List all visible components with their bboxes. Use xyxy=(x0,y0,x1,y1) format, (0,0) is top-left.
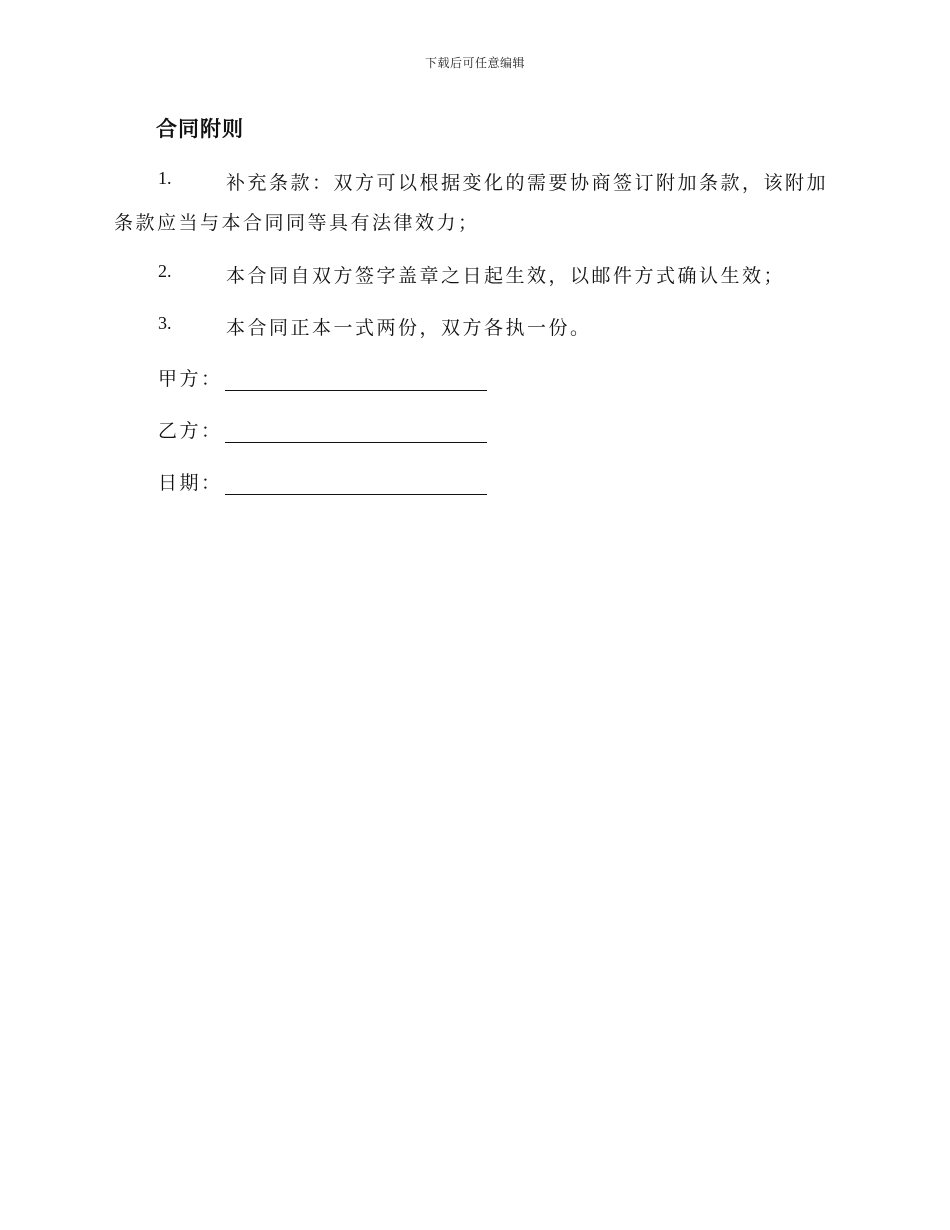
section-title: 合同附则 xyxy=(156,116,244,141)
page-header-note: 下载后可任意编辑 xyxy=(424,56,525,70)
party-b-signature-line[interactable] xyxy=(225,422,487,443)
clause-number: 1. xyxy=(158,168,172,188)
date-line[interactable] xyxy=(225,474,487,495)
clause-text: 补充条款：双方可以根据变化的需要协商签订附加条款，该附加 xyxy=(226,172,829,194)
clause-text: 本合同正本一式两份，双方各执一份。 xyxy=(226,317,592,339)
clause-text: 本合同自双方签字盖章之日起生效，以邮件方式确认生效； xyxy=(226,265,786,287)
clause-number: 2. xyxy=(158,261,172,281)
date-row xyxy=(158,468,487,495)
party-b-signature-row xyxy=(158,416,487,443)
party-a-signature-line[interactable] xyxy=(225,370,487,391)
party-b-label: 乙方： xyxy=(158,420,223,442)
clause-number: 3. xyxy=(158,313,172,333)
party-a-signature-row xyxy=(158,364,487,391)
clause-text-continued: 条款应当与本合同同等具有法律效力； xyxy=(114,212,480,234)
party-a-label: 甲方： xyxy=(158,368,223,390)
date-label: 日期： xyxy=(158,472,223,494)
